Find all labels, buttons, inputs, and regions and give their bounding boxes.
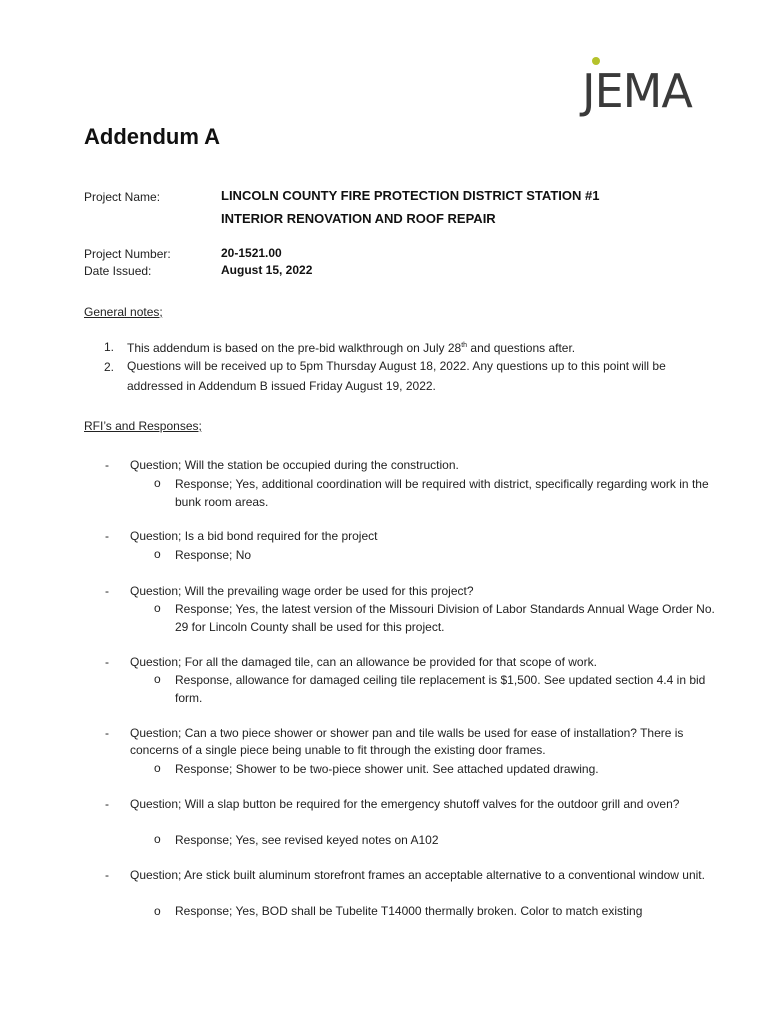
general-note-number: 2. bbox=[104, 360, 115, 374]
rfi-response-3: Response; Yes, the latest version of the Missouri Division of Labor Standards Annual Wage Order No. 29 for Lincoln County shall be used for this project. bbox=[175, 602, 715, 634]
rfi-question-7: Question; Are stick built aluminum storefront frames an acceptable alternative to a conventional window unit. bbox=[130, 868, 705, 882]
rfi-dash: - bbox=[105, 726, 109, 740]
general-note-1: This addendum is based on the pre-bid walkthrough on July 28th and questions after. bbox=[127, 341, 576, 355]
project-number: 20-1521.00 bbox=[221, 246, 282, 260]
rfi-response-1: Response; Yes, additional coordination will be required with district, specifically regarding work in the bunk room areas. bbox=[175, 477, 709, 509]
rfi-bullet: o bbox=[154, 601, 161, 615]
rfi-response-6: Response; Yes, see revised keyed notes on A102 bbox=[175, 833, 439, 847]
rfi-bullet: o bbox=[154, 761, 161, 775]
rfi-response-4: Response, allowance for damaged ceiling tile replacement is $1,500. See updated section 4.4 in bid form. bbox=[175, 673, 706, 705]
rfi-dash: - bbox=[105, 584, 109, 598]
rfi-bullet: o bbox=[154, 476, 161, 490]
rfi-question-3: Question; Will the prevailing wage order be used for this project? bbox=[130, 584, 474, 598]
document-title: Addendum A bbox=[84, 124, 221, 149]
rfi-question-2: Question; Is a bid bond required for the project bbox=[130, 529, 378, 543]
rfi-bullet: o bbox=[154, 672, 161, 686]
date-issued-label: Date Issued: bbox=[84, 264, 152, 278]
rfi-dash: - bbox=[105, 868, 109, 882]
rfi-bullet: o bbox=[154, 904, 161, 918]
rfi-question-4: Question; For all the damaged tile, can an allowance be provided for that scope of work. bbox=[130, 655, 597, 669]
date-issued: August 15, 2022 bbox=[221, 263, 313, 277]
rfi-dash: - bbox=[105, 655, 109, 669]
project-name-line1: LINCOLN COUNTY FIRE PROTECTION DISTRICT STATION #1 bbox=[221, 188, 600, 203]
rfi-heading: RFI’s and Responses; bbox=[84, 419, 202, 433]
general-note-2: Questions will be received up to 5pm Thursday August 18, 2022. Any questions up to this point will be addressed in Addendum B issued Friday August 19, 2022. bbox=[127, 359, 666, 393]
rfi-response-2: Response; No bbox=[175, 548, 252, 562]
project-name-label: Project Name: bbox=[84, 190, 161, 204]
rfi-dash: - bbox=[105, 529, 109, 543]
rfi-dash: - bbox=[105, 797, 109, 811]
general-note-number: 1. bbox=[104, 340, 115, 354]
rfi-question-5: Question; Can a two piece shower or shower pan and tile walls be used for ease of installation? There is concerns of a single piece being unable to fit through the existing door frames. bbox=[130, 726, 684, 757]
rfi-response-5: Response; Shower to be two-piece shower unit. See attached updated drawing. bbox=[175, 762, 599, 776]
general-notes-heading: General notes; bbox=[84, 305, 163, 319]
rfi-bullet: o bbox=[154, 547, 161, 561]
rfi-response-7: Response; Yes, BOD shall be Tubelite T14000 thermally broken. Color to match existing bbox=[175, 904, 643, 918]
project-name-line2: INTERIOR RENOVATION AND ROOF REPAIR bbox=[221, 211, 496, 226]
logo-text: JEMA bbox=[582, 64, 692, 118]
rfi-dash: - bbox=[105, 458, 109, 472]
project-number-label: Project Number: bbox=[84, 247, 171, 261]
rfi-bullet: o bbox=[154, 832, 161, 846]
jema-logo bbox=[582, 56, 706, 120]
rfi-question-1: Question; Will the station be occupied during the construction. bbox=[130, 458, 459, 472]
rfi-question-6: Question; Will a slap button be required for the emergency shutoff valves for the outdoor grill and oven? bbox=[130, 797, 680, 811]
